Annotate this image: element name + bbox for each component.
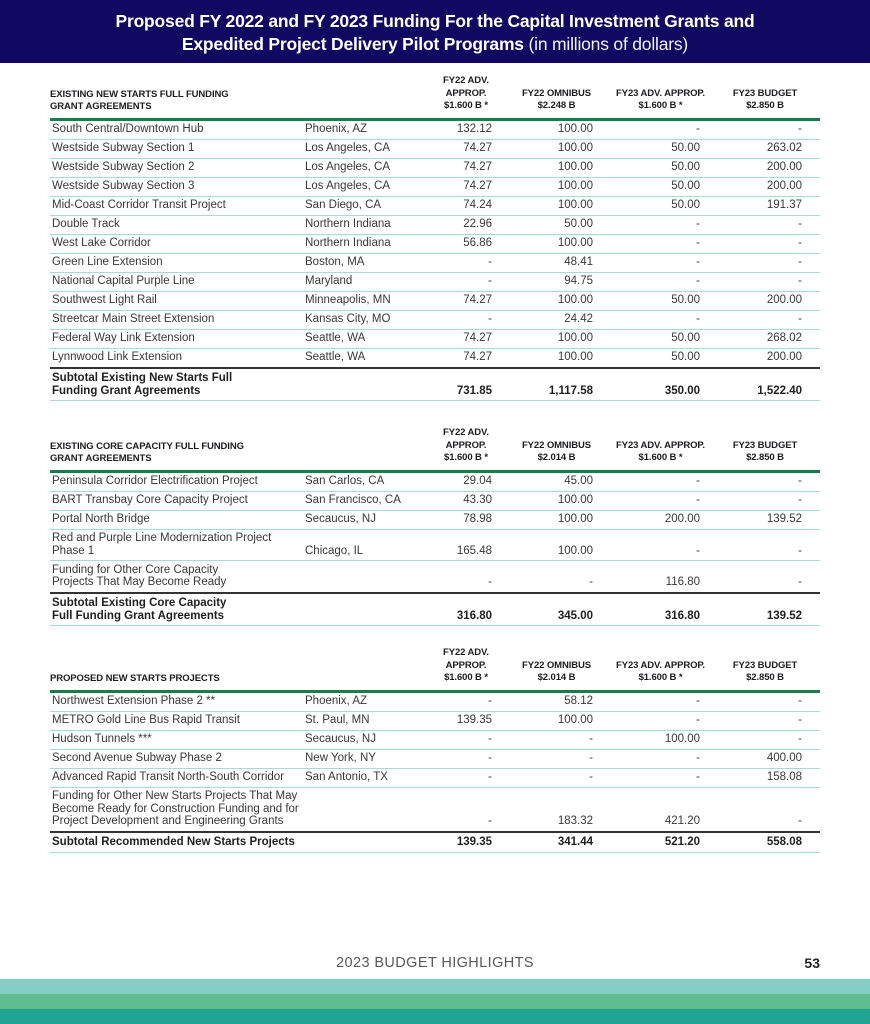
value-cell: - <box>611 310 718 329</box>
tables-container <box>50 63 820 853</box>
value-cell: 165.48 <box>430 529 510 561</box>
column-header <box>611 72 718 119</box>
value-cell: 183.32 <box>510 787 611 832</box>
table-row <box>50 310 820 329</box>
subtotal-value-cell: 521.20 <box>611 832 718 853</box>
project-cell <box>50 119 305 139</box>
project-cell <box>50 272 305 291</box>
value-cell: 100.00 <box>611 730 718 749</box>
value-cell: - <box>430 310 510 329</box>
value-cell: - <box>510 730 611 749</box>
column-header <box>718 424 820 471</box>
table-row <box>50 510 820 529</box>
value-cell: - <box>611 471 718 491</box>
value-cell: - <box>611 253 718 272</box>
value-cell: 24.42 <box>510 310 611 329</box>
location-cell: San Diego, CA <box>305 196 430 215</box>
project-cell <box>50 711 305 730</box>
value-cell: - <box>718 310 820 329</box>
project-name-line: Green Line Extension <box>52 256 163 268</box>
location-cell: Northern Indiana <box>305 234 430 253</box>
value-cell: 22.96 <box>430 215 510 234</box>
page-title-line2 <box>0 33 870 56</box>
table-row <box>50 787 820 832</box>
project-name-line: Mid-Coast Corridor Transit Project <box>52 199 226 211</box>
value-cell: 100.00 <box>510 177 611 196</box>
value-cell: 74.24 <box>430 196 510 215</box>
subtotal-value-cell: 1,522.40 <box>718 368 820 401</box>
value-cell: 268.02 <box>718 329 820 348</box>
project-name-line: West Lake Corridor <box>52 237 151 249</box>
column-header-amount: $2.014 B <box>537 672 576 683</box>
value-cell: 100.00 <box>510 510 611 529</box>
location-cell: San Antonio, TX <box>305 768 430 787</box>
value-cell: - <box>611 711 718 730</box>
value-cell: 50.00 <box>611 329 718 348</box>
project-cell <box>50 491 305 510</box>
project-name-line: Second Avenue Subway Phase 2 <box>52 752 222 764</box>
value-cell: 74.27 <box>430 139 510 158</box>
value-cell: 45.00 <box>510 471 611 491</box>
value-cell: 74.27 <box>430 329 510 348</box>
section-header <box>50 424 430 471</box>
column-header <box>430 644 510 691</box>
bottom-stripe-green <box>0 994 870 1009</box>
value-cell: 78.98 <box>430 510 510 529</box>
column-header-amount: $2.014 B <box>537 452 576 463</box>
bottom-stripe-dark-teal <box>0 1009 870 1024</box>
column-header-amount: $1.600 B * <box>444 100 488 111</box>
page-title-line1: Proposed FY 2022 and FY 2023 Funding For the Capital Investment Grants and <box>115 11 755 31</box>
value-cell: 100.00 <box>510 234 611 253</box>
subtotal-value-cell: 1,117.58 <box>510 368 611 401</box>
table-row <box>50 215 820 234</box>
column-header-label: FY23 ADV. APPROP. <box>616 439 705 451</box>
subtotal-label-line: Full Funding Grant Agreements <box>52 609 225 622</box>
value-cell: 48.41 <box>510 253 611 272</box>
section-header-line: EXISTING NEW STARTS FULL FUNDING <box>50 88 229 100</box>
location-cell: Phoenix, AZ <box>305 691 430 711</box>
table-row <box>50 234 820 253</box>
column-header-amount: $1.600 B * <box>444 452 488 463</box>
section-header-line: PROPOSED NEW STARTS PROJECTS <box>50 672 220 684</box>
value-cell: - <box>430 730 510 749</box>
value-cell: 132.12 <box>430 119 510 139</box>
table-row <box>50 253 820 272</box>
subtotal-row <box>50 593 820 626</box>
subtotal-label-cell <box>50 832 430 853</box>
value-cell: 100.00 <box>510 491 611 510</box>
project-cell <box>50 215 305 234</box>
value-cell: 200.00 <box>718 348 820 368</box>
subtotal-value-cell: 350.00 <box>611 368 718 401</box>
value-cell: 100.00 <box>510 139 611 158</box>
project-name-line: Northwest Extension Phase 2 ** <box>52 695 216 707</box>
value-cell: 200.00 <box>718 158 820 177</box>
location-cell: Minneapolis, MN <box>305 291 430 310</box>
table-row <box>50 119 820 139</box>
column-header-amount: $2.248 B <box>537 100 576 111</box>
value-cell: - <box>718 730 820 749</box>
value-cell: 191.37 <box>718 196 820 215</box>
project-name-line: Become Ready for Construction Funding and for <box>52 802 299 815</box>
location-cell: Seattle, WA <box>305 329 430 348</box>
project-name-line: Westside Subway Section 3 <box>52 180 195 192</box>
project-name-line: Westside Subway Section 1 <box>52 142 195 154</box>
table-row <box>50 329 820 348</box>
section-header <box>50 644 430 691</box>
value-cell: - <box>718 234 820 253</box>
project-cell <box>50 329 305 348</box>
value-cell: - <box>430 253 510 272</box>
title-banner <box>0 0 870 63</box>
column-header <box>510 424 611 471</box>
footer-document-title: 2023 BUDGET HIGHLIGHTS <box>336 955 534 971</box>
column-header-amount: $1.600 B * <box>638 100 683 111</box>
header-row <box>50 72 820 119</box>
subtotal-label-line: Funding Grant Agreements <box>52 384 201 397</box>
column-header-label: FY22 OMNIBUS <box>521 87 591 99</box>
value-cell: 74.27 <box>430 177 510 196</box>
column-header <box>718 72 820 119</box>
value-cell: - <box>611 691 718 711</box>
project-name-line: South Central/Downtown Hub <box>52 123 204 135</box>
table-row <box>50 348 820 368</box>
column-header <box>510 72 611 119</box>
project-name-line: Projects That May Become Ready <box>52 576 227 588</box>
value-cell: - <box>718 119 820 139</box>
value-cell: - <box>718 711 820 730</box>
value-cell: - <box>430 561 510 593</box>
subtotal-label-cell <box>50 593 430 626</box>
value-cell: - <box>718 561 820 593</box>
value-cell: - <box>718 787 820 832</box>
column-header-amount: $1.600 B * <box>638 672 683 683</box>
header-row <box>50 424 820 471</box>
value-cell: - <box>430 272 510 291</box>
subtotal-value-cell: 316.80 <box>430 593 510 626</box>
value-cell: 50.00 <box>611 291 718 310</box>
project-cell <box>50 310 305 329</box>
column-header-label: FY22 OMNIBUS <box>521 439 591 451</box>
column-header <box>430 72 510 119</box>
table-row <box>50 272 820 291</box>
value-cell: 200.00 <box>611 510 718 529</box>
value-cell: - <box>718 253 820 272</box>
column-header-label: FY23 BUDGET <box>732 87 798 99</box>
bottom-stripe-light-teal <box>0 979 870 994</box>
value-cell: 58.12 <box>510 691 611 711</box>
location-cell: Chicago, IL <box>305 529 430 561</box>
page-title-line2-bold: Expedited Project Delivery Pilot Programs <box>181 34 524 54</box>
project-cell <box>50 561 430 593</box>
project-name-line: METRO Gold Line Bus Rapid Transit <box>52 714 240 726</box>
section-header-line: GRANT AGREEMENTS <box>50 100 152 112</box>
value-cell: - <box>611 529 718 561</box>
project-name-line: Funding for Other New Starts Projects That May <box>52 790 298 802</box>
project-name-line: Streetcar Main Street Extension <box>52 313 215 325</box>
subtotal-row <box>50 368 820 401</box>
value-cell: 100.00 <box>510 711 611 730</box>
table-row <box>50 730 820 749</box>
location-cell: Phoenix, AZ <box>305 119 430 139</box>
column-header-label: FY23 BUDGET <box>732 439 798 451</box>
value-cell: - <box>611 749 718 768</box>
column-header-label: FY23 ADV. APPROP. <box>616 659 705 671</box>
location-cell: Los Angeles, CA <box>305 158 430 177</box>
value-cell: 100.00 <box>510 119 611 139</box>
project-name-line: Lynnwood Link Extension <box>52 351 182 363</box>
location-cell: Los Angeles, CA <box>305 139 430 158</box>
value-cell: 56.86 <box>430 234 510 253</box>
project-cell <box>50 691 305 711</box>
value-cell: - <box>718 529 820 561</box>
value-cell: 100.00 <box>510 158 611 177</box>
table-row <box>50 711 820 730</box>
column-header-label: FY23 ADV. APPROP. <box>616 87 705 99</box>
location-cell: Secaucus, NJ <box>305 510 430 529</box>
value-cell: 116.80 <box>611 561 718 593</box>
table-row <box>50 749 820 768</box>
value-cell: 74.27 <box>430 348 510 368</box>
column-header-label: FY22 ADV. APPROP. <box>443 647 489 671</box>
location-cell: Los Angeles, CA <box>305 177 430 196</box>
value-cell: 100.00 <box>510 348 611 368</box>
table-row <box>50 561 820 593</box>
column-header-amount: $1.600 B * <box>444 672 488 683</box>
project-cell <box>50 177 305 196</box>
value-cell: - <box>510 749 611 768</box>
project-cell <box>50 787 430 832</box>
column-header-amount: $1.600 B * <box>638 452 683 463</box>
column-header-label: FY22 ADV. APPROP. <box>443 427 489 451</box>
value-cell: - <box>430 691 510 711</box>
column-header-amount: $2.850 B <box>746 672 784 683</box>
project-name-line: Double Track <box>52 218 120 230</box>
subtotal-value-cell: 345.00 <box>510 593 611 626</box>
value-cell: 74.27 <box>430 158 510 177</box>
project-name-line: Federal Way Link Extension <box>52 332 195 344</box>
value-cell: 100.00 <box>510 529 611 561</box>
value-cell: 50.00 <box>611 177 718 196</box>
funding-table <box>50 424 820 626</box>
subtotal-value-cell: 731.85 <box>430 368 510 401</box>
funding-table <box>50 72 820 401</box>
location-cell: Secaucus, NJ <box>305 730 430 749</box>
value-cell: 263.02 <box>718 139 820 158</box>
project-name-line: Advanced Rapid Transit North-South Corridor <box>52 771 285 783</box>
subtotal-value-cell: 316.80 <box>611 593 718 626</box>
value-cell: 200.00 <box>718 177 820 196</box>
value-cell: 50.00 <box>510 215 611 234</box>
table-row <box>50 529 820 561</box>
column-header <box>430 424 510 471</box>
project-name-line: BART Transbay Core Capacity Project <box>52 494 248 506</box>
value-cell: - <box>611 491 718 510</box>
project-name-line: Westside Subway Section 2 <box>52 161 195 173</box>
table-row <box>50 196 820 215</box>
value-cell: - <box>510 768 611 787</box>
table-row <box>50 768 820 787</box>
value-cell: 139.52 <box>718 510 820 529</box>
value-cell: 50.00 <box>611 196 718 215</box>
value-cell: 100.00 <box>510 291 611 310</box>
table-row <box>50 177 820 196</box>
project-name-line: Portal North Bridge <box>52 513 150 525</box>
project-cell <box>50 529 305 561</box>
location-cell: St. Paul, MN <box>305 711 430 730</box>
project-cell <box>50 730 305 749</box>
value-cell: 50.00 <box>611 139 718 158</box>
page-title-units: (in millions of dollars) <box>523 34 689 54</box>
value-cell: - <box>718 491 820 510</box>
project-name-line: Funding for Other Core Capacity <box>52 563 219 576</box>
value-cell: 421.20 <box>611 787 718 832</box>
location-cell: Boston, MA <box>305 253 430 272</box>
column-header <box>611 644 718 691</box>
project-cell <box>50 234 305 253</box>
value-cell: 29.04 <box>430 471 510 491</box>
project-cell <box>50 196 305 215</box>
project-name-line: Red and Purple Line Modernization Project Phase 1 <box>52 532 272 557</box>
value-cell: - <box>718 471 820 491</box>
value-cell: 74.27 <box>430 291 510 310</box>
project-cell <box>50 749 305 768</box>
location-cell: San Francisco, CA <box>305 491 430 510</box>
value-cell: - <box>611 272 718 291</box>
column-header <box>718 644 820 691</box>
column-header-amount: $2.850 B <box>746 452 784 463</box>
project-cell <box>50 139 305 158</box>
header-row <box>50 644 820 691</box>
location-cell: Maryland <box>305 272 430 291</box>
project-cell <box>50 471 305 491</box>
value-cell: - <box>718 215 820 234</box>
value-cell: - <box>611 215 718 234</box>
column-header-amount: $2.850 B <box>746 100 784 111</box>
value-cell: 200.00 <box>718 291 820 310</box>
value-cell: - <box>611 768 718 787</box>
location-cell: New York, NY <box>305 749 430 768</box>
location-cell: Kansas City, MO <box>305 310 430 329</box>
section-header <box>50 72 430 119</box>
column-header-label: FY22 ADV. APPROP. <box>443 75 489 99</box>
subtotal-label-cell <box>50 368 430 401</box>
value-cell: - <box>430 787 510 832</box>
column-header <box>611 424 718 471</box>
subtotal-row <box>50 832 820 853</box>
project-name-line: Project Development and Engineering Grants <box>52 815 284 827</box>
location-cell: San Carlos, CA <box>305 471 430 491</box>
value-cell: 50.00 <box>611 348 718 368</box>
location-cell: Seattle, WA <box>305 348 430 368</box>
project-name-line: Hudson Tunnels *** <box>52 733 152 745</box>
value-cell: - <box>510 561 611 593</box>
column-header-label: FY22 OMNIBUS <box>522 659 592 671</box>
project-cell <box>50 348 305 368</box>
project-cell <box>50 768 305 787</box>
value-cell: 50.00 <box>611 158 718 177</box>
table-row <box>50 291 820 310</box>
project-name-line: Peninsula Corridor Electrification Project <box>52 475 258 487</box>
table-row <box>50 158 820 177</box>
project-cell <box>50 510 305 529</box>
subtotal-label-line: Subtotal Existing Core Capacity <box>52 597 227 609</box>
page-number: 53 <box>804 955 820 971</box>
value-cell: - <box>611 234 718 253</box>
value-cell: 158.08 <box>718 768 820 787</box>
location-cell: Northern Indiana <box>305 215 430 234</box>
value-cell: - <box>430 749 510 768</box>
project-name-line: National Capital Purple Line <box>52 275 195 287</box>
project-cell <box>50 158 305 177</box>
subtotal-value-cell: 139.35 <box>430 832 510 853</box>
value-cell: - <box>611 119 718 139</box>
value-cell: - <box>718 272 820 291</box>
project-cell <box>50 291 305 310</box>
subtotal-value-cell: 558.08 <box>718 832 820 853</box>
column-header-label: FY23 BUDGET <box>732 659 798 671</box>
table-row <box>50 139 820 158</box>
project-cell <box>50 253 305 272</box>
subtotal-value-cell: 341.44 <box>510 832 611 853</box>
subtotal-label-line: Subtotal Existing New Starts Full <box>52 372 233 384</box>
section-header-line: GRANT AGREEMENTS <box>50 452 152 464</box>
value-cell: 43.30 <box>430 491 510 510</box>
value-cell: - <box>430 768 510 787</box>
subtotal-label-line: Subtotal Recommended New Starts Projects <box>52 836 295 848</box>
table-row <box>50 491 820 510</box>
value-cell: 100.00 <box>510 329 611 348</box>
table-row <box>50 471 820 491</box>
column-header <box>510 644 611 691</box>
value-cell: 139.35 <box>430 711 510 730</box>
value-cell: - <box>718 691 820 711</box>
value-cell: 94.75 <box>510 272 611 291</box>
table-row <box>50 691 820 711</box>
value-cell: 400.00 <box>718 749 820 768</box>
value-cell: 100.00 <box>510 196 611 215</box>
section-header-line: EXISTING CORE CAPACITY FULL FUNDING <box>50 440 244 452</box>
project-name-line: Southwest Light Rail <box>52 294 157 306</box>
subtotal-value-cell: 139.52 <box>718 593 820 626</box>
funding-table <box>50 644 820 853</box>
